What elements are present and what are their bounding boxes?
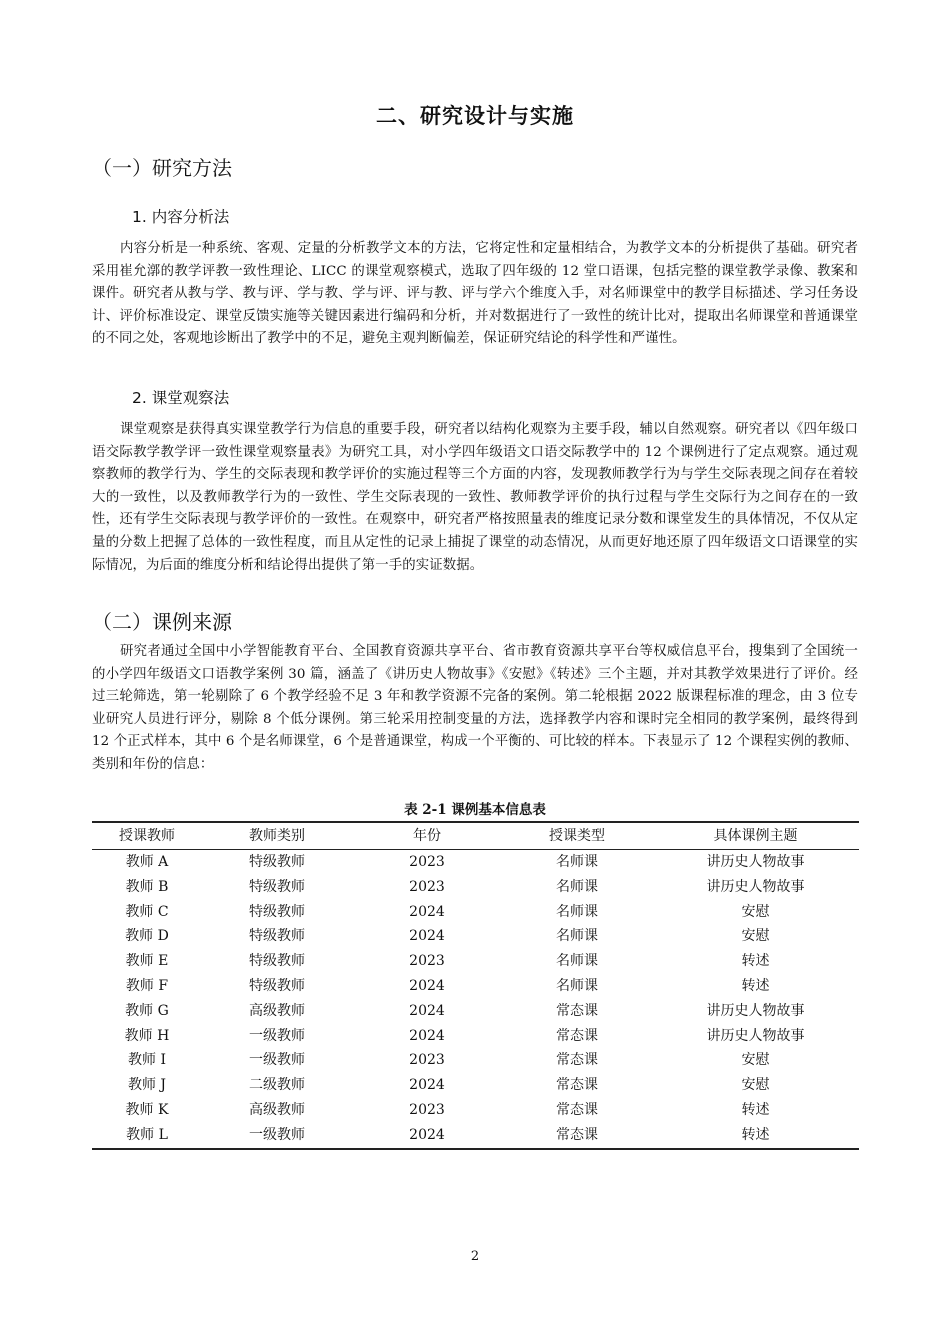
cell-topic: 转述	[741, 1101, 770, 1118]
header-topic: 具体课例主题	[713, 827, 798, 844]
cell-type: 常态课	[556, 1077, 598, 1094]
cell-topic: 安慰	[741, 1077, 770, 1094]
cell-type: 名师课	[556, 878, 598, 895]
table-body	[92, 850, 859, 1149]
cell-year: 2023	[409, 878, 445, 895]
cell-year: 2023	[409, 1052, 445, 1069]
cell-type: 常态课	[556, 1027, 598, 1044]
cell-category: 特级教师	[249, 854, 305, 870]
cell-type: 名师课	[556, 928, 598, 945]
cell-type: 名师课	[556, 977, 598, 994]
cell-category: 高级教师	[249, 1101, 305, 1118]
cell-topic: 转述	[741, 977, 770, 994]
cell-year: 2023	[409, 953, 445, 970]
cell-topic: 讲历史人物故事	[706, 878, 805, 895]
cell-teacher: 教师 I	[128, 1052, 166, 1069]
table-row	[92, 974, 859, 999]
cell-category: 特级教师	[249, 953, 305, 970]
cell-type: 常态课	[556, 1002, 598, 1019]
cell-teacher: 教师 C	[125, 903, 169, 920]
cell-year: 2023	[409, 1101, 445, 1118]
cell-category: 特级教师	[249, 878, 305, 895]
cell-teacher: 教师 D	[125, 928, 169, 945]
table-row	[92, 875, 859, 900]
page-number: 2	[470, 1249, 480, 1264]
course-info-table	[92, 821, 859, 1150]
sources-paragraph: 研究者通过全国中小学智能教育平台、全国教育资源共享平台、省市教育资源共享平台等权威信息平台，搜集到了全国统一的小学四年级语文口语教学案例 30 篇，涵盖了《讲历史人物故事》《安慰》《转述》三个主题，并对其教学效果进行了评价。经过三轮筛选，第一轮剔除了 6 个教学经验不足 3 年和教学资源不完备的案例。第二轮根据 2022 版课程标准的理念，由 3 位专业研究人员进行评分，剔除 8 个低分课例。第三轮采用控制变量的方法，选择教学内容和课时完全相同的教学案例，最终得到 12 个正式样本，其中 6 个是名师课堂，6 个是普通课堂，构成一个平衡的、可比较的样本。下表显示了 12 个课程实例的教师、类别和年份的信息：	[92, 644, 858, 772]
method-1-title: 1. 内容分析法	[132, 208, 230, 226]
cell-category: 二级教师	[249, 1077, 305, 1094]
table-row	[92, 850, 859, 875]
cell-teacher: 教师 J	[127, 1077, 167, 1094]
cell-type: 名师课	[556, 854, 598, 870]
header-teacher: 授课教师	[119, 827, 175, 844]
table-row	[92, 924, 859, 949]
cell-type: 名师课	[556, 953, 598, 970]
cell-type: 常态课	[556, 1052, 598, 1069]
table-header-row	[92, 822, 859, 850]
cell-topic: 安慰	[741, 1052, 770, 1069]
cell-year: 2024	[409, 928, 445, 945]
cell-type: 名师课	[556, 903, 598, 920]
table-row	[92, 1098, 859, 1123]
table-row	[92, 1048, 859, 1073]
section-title: 二、研究设计与实施	[376, 104, 574, 128]
cell-topic: 转述	[741, 953, 770, 970]
cell-topic: 讲历史人物故事	[706, 1002, 805, 1019]
cell-year: 2024	[409, 903, 445, 920]
cell-teacher: 教师 B	[125, 878, 169, 895]
cell-year: 2024	[409, 1077, 445, 1094]
cell-year: 2024	[409, 1027, 445, 1044]
table-caption: 表 2-1 课例基本信息表	[404, 802, 546, 818]
table-row	[92, 949, 859, 974]
cell-teacher: 教师 L	[126, 1126, 168, 1143]
cell-year: 2024	[409, 1126, 445, 1143]
cell-teacher: 教师 G	[125, 1002, 169, 1019]
cell-category: 特级教师	[249, 903, 305, 920]
cell-teacher: 教师 A	[125, 854, 169, 870]
header-type: 授课类型	[549, 827, 605, 844]
method-2-title: 2. 课堂观察法	[132, 389, 230, 407]
cell-teacher: 教师 E	[125, 953, 169, 970]
cell-type: 常态课	[556, 1126, 598, 1143]
table-row	[92, 999, 859, 1024]
cell-year: 2024	[409, 977, 445, 994]
table-row	[92, 1073, 859, 1098]
cell-topic: 安慰	[741, 928, 770, 945]
cell-teacher: 教师 H	[124, 1027, 170, 1044]
cell-teacher: 教师 F	[125, 977, 169, 994]
cell-category: 高级教师	[249, 1002, 305, 1019]
subsection-title-sources: （二）课例来源	[92, 610, 232, 634]
header-year: 年份	[413, 827, 441, 844]
cell-year: 2023	[409, 854, 445, 870]
cell-type: 常态课	[556, 1101, 598, 1118]
header-category: 教师类别	[249, 827, 305, 844]
method-1-paragraph: 内容分析是一种系统、客观、定量的分析教学文本的方法，它将定性和定量相结合，为教学文本的分析提供了基础。研究者采用崔允漷的教学评教一致性理论、LICC 的课堂观察模式，选取了四年级的 12 堂口语课，包括完整的课堂教学录像、教案和课件。研究者从教与学、教与评、学与教、学与评、评与教、评与学六个维度入手，对名师课堂中的教学目标描述、学习任务设计、评价标准设定、课堂反馈实施等关键因素进行编码和分析，并对数据进行了一致性的统计比对，提取出名师课堂和普通课堂的不同之处，客观地诊断出了教学中的不足，避免主观判断偏差，保证研究结论的科学性和严谨性。	[92, 241, 858, 347]
cell-year: 2024	[409, 1002, 445, 1019]
cell-category: 一级教师	[249, 1027, 305, 1044]
cell-category: 特级教师	[249, 928, 305, 945]
cell-topic: 讲历史人物故事	[706, 1027, 805, 1044]
table-row	[92, 900, 859, 925]
cell-topic: 转述	[741, 1126, 770, 1143]
table-row	[92, 1024, 859, 1049]
method-2-paragraph: 课堂观察是获得真实课堂教学行为信息的重要手段，研究者以结构化观察为主要手段，辅以自然观察。研究者以《四年级口语交际教学教学评一致性课堂观察量表》为研究工具，对小学四年级语文口语交际教学中的 12 个课例进行了定点观察。通过观察教师的教学行为、学生的交际表现和教学评价的实施过程等三个方面的内容，发现教师教学行为与学生交际表现之间存在着较大的一致性，以及教师教学行为的一致性、学生交际表现的一致性、教师教学评价的执行过程与学生交际行为之间存在的一致性，还有学生交际表现与教学评价的一致性。在观察中，研究者严格按照量表的维度记录分数和课堂发生的具体情况，不仅从定量的分数上把握了总体的一致性程度，而且从定性的记录上捕捉了课堂的动态情况，从而更好地还原了四年级语文口语课堂的实际情况，为后面的维度分析和结论得出提供了第一手的实证数据。	[92, 422, 858, 573]
cell-topic: 安慰	[741, 903, 770, 920]
table-row	[92, 1123, 859, 1149]
cell-category: 一级教师	[249, 1052, 305, 1069]
cell-category: 一级教师	[249, 1126, 305, 1143]
subsection-title-methods: （一）研究方法	[92, 156, 232, 180]
cell-teacher: 教师 K	[125, 1101, 169, 1118]
cell-category: 特级教师	[249, 977, 305, 994]
cell-topic: 讲历史人物故事	[706, 854, 805, 870]
